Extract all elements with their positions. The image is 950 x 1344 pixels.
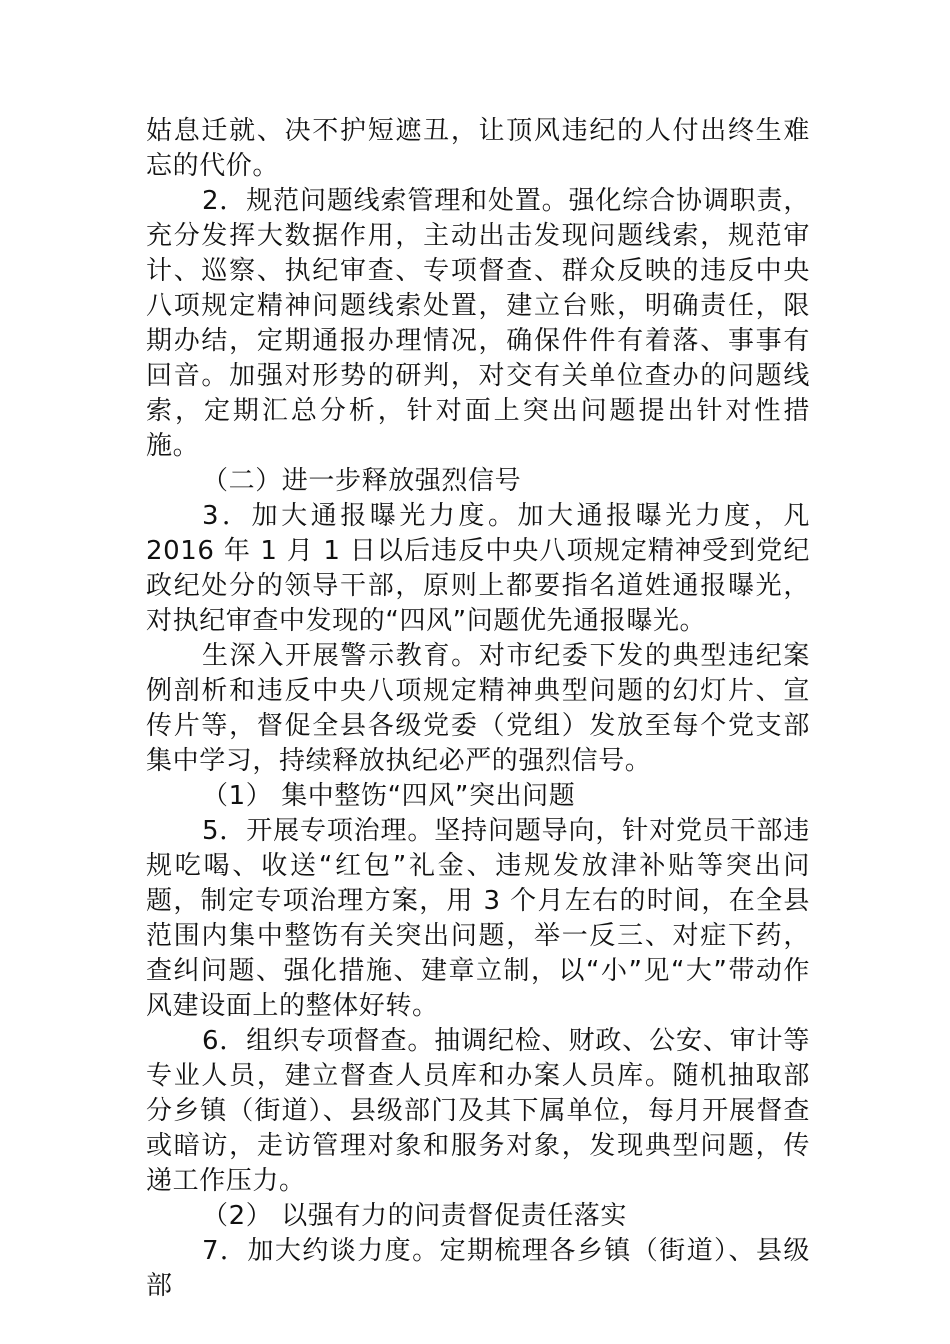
subsection-heading-2: （2） 以强有力的问责督促责任落实 xyxy=(202,1201,628,1231)
document-body xyxy=(146,114,810,1304)
subsection-heading-1: （1） 集中整饬“四风”突出问题 xyxy=(202,781,576,811)
paragraph-item-6: 6．组织专项督查。抽调纪检、财政、公安、审计等专业人员，建立督查人员库和办案人员库。随机抽取部分乡镇（街道）、县级部门及其下属单位，每月开展督查或暗访，走访管理对象和服务对象，发现典型问题，传递工作压力。 xyxy=(146,1026,810,1196)
paragraph-continuation: 姑息迁就、决不护短遮丑，让顶风违纪的人付出终生难忘的代价。 xyxy=(146,116,810,181)
paragraph-item-2: 2．规范问题线索管理和处置。强化综合协调职责，充分发挥大数据作用，主动出击发现问题线索，规范审计、巡察、执纪审查、专项督查、群众反映的违反中央八项规定精神问题线索处置，建立台账，明确责任，限期办结，定期通报办理情况，确保件件有着落、事事有回音。加强对形势的研判，对交有关单位查办的问题线索，定期汇总分析，针对面上突出问题提出针对性措施。 xyxy=(146,186,810,461)
section-heading-2: （二）进一步释放强烈信号 xyxy=(202,466,522,496)
paragraph-item-7: 7．加大约谈力度。定期梳理各乡镇（街道）、县级部 xyxy=(146,1236,810,1301)
paragraph-item-3: 3．加大通报曝光力度。加大通报曝光力度，凡 2016 年 1 月 1 日以后违反中央八项规定精神受到党纪政纪处分的领导干部，原则上都要指名道姓通报曝光，对执纪审查中发现的“四风”问题优先通报曝光。 xyxy=(146,501,810,636)
paragraph-item-5: 5．开展专项治理。坚持问题导向，针对党员干部违规吃喝、收送“红包”礼金、违规发放津补贴等突出问题，制定专项治理方案，用 3 个月左右的时间，在全县范围内集中整饬有关突出问题，举一反三、对症下药，查纠问题、强化措施、建章立制，以“小”见“大”带动作风建设面上的整体好转。 xyxy=(146,816,810,1021)
paragraph-item-4: 生深入开展警示教育。对市纪委下发的典型违纪案例剖析和违反中央八项规定精神典型问题的幻灯片、宣传片等，督促全县各级党委（党组）发放至每个党支部集中学习，持续释放执纪必严的强烈信号。 xyxy=(146,641,810,776)
